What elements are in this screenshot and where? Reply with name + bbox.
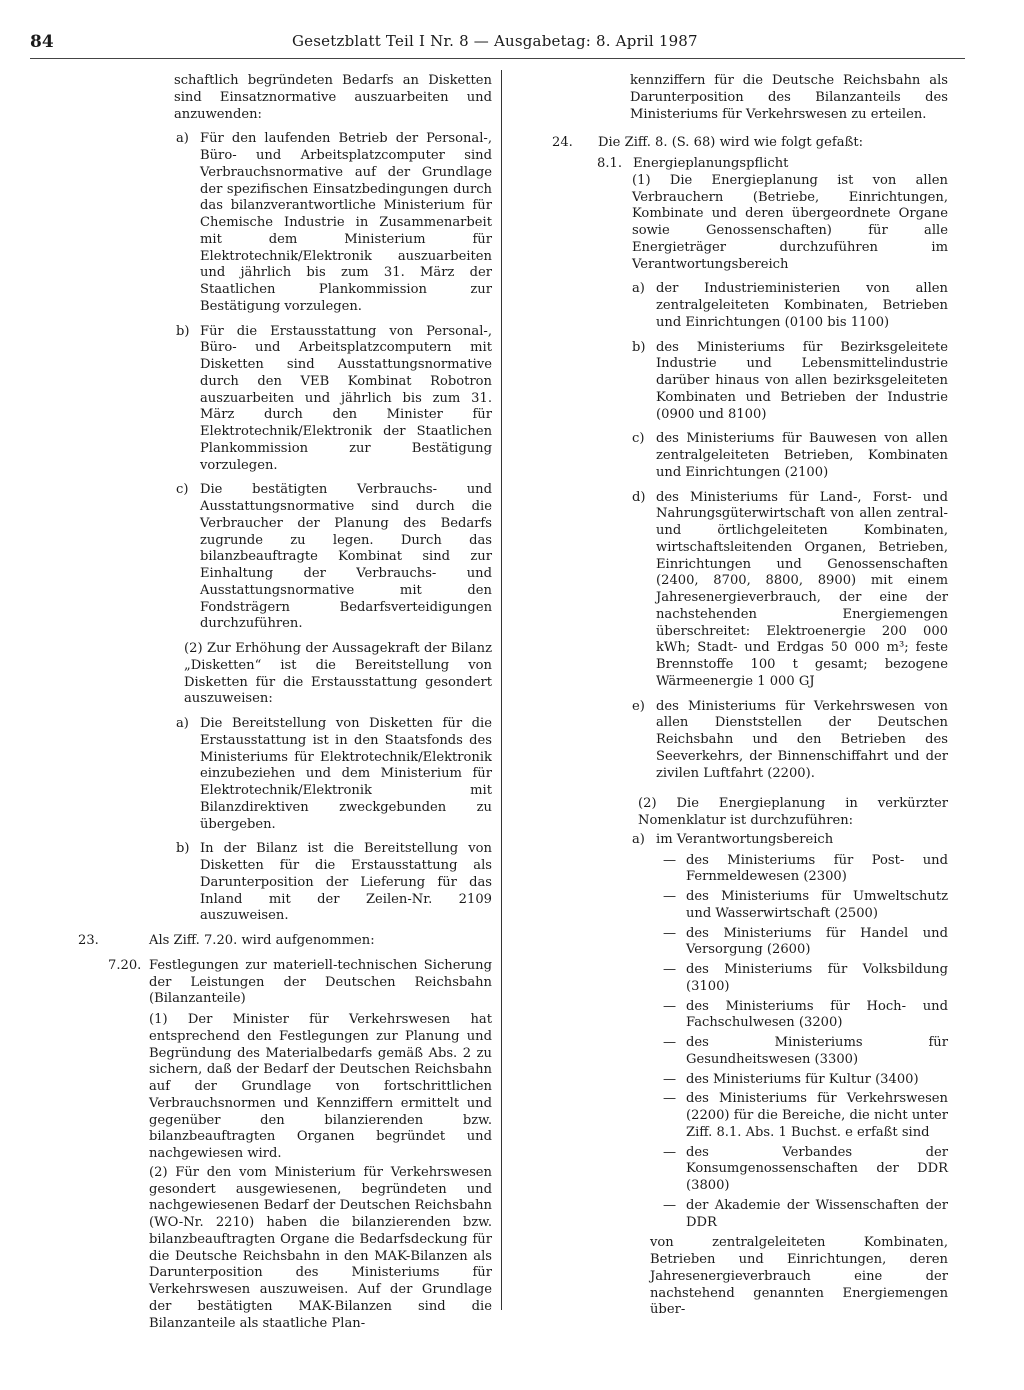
closing-paragraph: von zentralgeleiteten Kombinaten, Betrieben und Einrichtungen, deren Jahresenergieverbrauch eine der nachstehend genannten Energiemengen über- [650, 1235, 948, 1318]
dash-list-text: des Ministeriums für Hoch- und Fachschulwesen (3200) [686, 998, 948, 1031]
list-label: b) [176, 841, 190, 857]
dash-list-item [548, 853, 948, 887]
dash-list-text: des Ministeriums für Post- und Fernmeldewesen (2300) [686, 852, 948, 885]
sublist-a [548, 832, 948, 849]
dash-marker: — [663, 889, 677, 904]
header-rule [30, 58, 965, 59]
dash-list-text: des Ministeriums für Verkehrswesen (2200) für die Bereiche, die nicht unter Ziff. 8.1. Abs. 1 Buchst. e erfaßt sind [686, 1091, 948, 1140]
list-text: des Ministeriums für Bezirksgeleitete Industrie und Lebensmittelindustrie darüber hinaus von allen bezirksgeleiteten Kombinaten und Betrieben der Industrie (0900 und 8100) [656, 339, 948, 422]
list-text: Für den laufenden Betrieb der Personal-, Büro- und Arbeitsplatzcomputer sind Verbrauchsnormative auf der Grundlage der spezifischen Einsatzbedingungen durch das bilanzverantwortliche Ministerium für Chemische Industrie in Zusammenarbeit mit dem Ministerium für Elektrotechnik/Elektronik auszuarbeiten und jährlich bis zum 31. März der Staatlichen Plankommission zur Bestätigung vorzulegen. [200, 131, 492, 314]
list-text: des Ministeriums für Bauwesen von allen zentralgeleiteten Betrieben, Kombinaten und Einrichtungen (2100) [656, 431, 948, 480]
list-label: c) [632, 431, 645, 447]
dash-list-item [548, 1091, 948, 1141]
dash-marker: — [663, 1144, 677, 1160]
dash-list [548, 853, 948, 1232]
list-text: Für die Erstausstattung von Personal-, Büro- und Arbeitsplatzcomputern mit Disketten sind Ausstattungsnormative durch den VEB Kombinat Robotron auszuarbeiten und jährlich bis zum 31. März durch den Minister für Elektrotechnik/Elektronik der Staatlichen Plankommission zur Bestätigung vorzulegen. [200, 323, 492, 473]
list-item [108, 841, 492, 925]
list-label: a) [176, 716, 189, 731]
dash-list-text: der Akademie der Wissenschaften der DDR [686, 1197, 948, 1230]
section-7-20-para-2: (2) Für den vom Ministerium für Verkehrswesen gesondert ausgewiesenen, begründeten und nachgewiesenen Bedarf der Deutschen Reichsbahn (WO-Nr. 2210) haben die bilanzierenden bzw. bilanzbeauftragten Organe die Bedarfsdeckung für die Deutsche Reichsbahn in den MAK-Bilanzen als Darunterposition des Ministeriums für Verkehrswesen auszuweisen. Auf der Grundlage der bestätigten MAK-Bilanzen sind die Bilanzanteile als staatliche Plan- [149, 1164, 492, 1331]
list-text: der Industrieministerien von allen zentralgeleiteten Kombinaten, Betrieben und Einrichtungen (0100 bis 1100) [656, 281, 948, 330]
dash-marker: — [663, 925, 677, 941]
dash-list-text: des Ministeriums für Umweltschutz und Wasserwirtschaft (2500) [686, 889, 948, 921]
dash-marker: — [663, 1035, 677, 1050]
dash-list-item [548, 889, 948, 923]
section-8-1-para-2: (2) Die Energieplanung in verkürzter Nomenklatur ist durchzuführen: [638, 796, 948, 828]
dash-list-item [548, 1145, 948, 1195]
dash-list-item [548, 999, 948, 1033]
list-label: a) [632, 281, 645, 297]
intro-paragraph: schaftlich begründeten Bedarfs an Disketten sind Einsatznormative auszuarbeiten und anzuwenden: [174, 73, 492, 122]
section-number: 8.1. [597, 156, 622, 171]
list-label: d) [632, 489, 646, 505]
dash-list-text: des Ministeriums für Kultur (3400) [686, 1071, 919, 1087]
list-item [108, 324, 492, 475]
section-title: Festlegungen zur materiell-technischen Sicherung der Leistungen der Deutschen Reichsbahn (Bilanzanteile) [149, 957, 492, 1007]
section-text: Als Ziff. 7.20. wird aufgenommen: [149, 933, 375, 948]
dash-marker: — [663, 852, 677, 868]
section-number: 23. [78, 933, 99, 948]
section-title: Energieplanungspflicht [633, 156, 789, 171]
list-label: a) [176, 131, 189, 147]
list-text: des Ministeriums für Verkehrswesen von allen Dienststellen der Deutschen Reichsbahn und den Betrieben des Seeverkehrs, der Binnenschiffahrt und der zivilen Luftfahrt (2200). [656, 698, 948, 781]
list-label: e) [632, 698, 645, 714]
dash-marker: — [663, 1071, 677, 1087]
dash-list-text: des Ministeriums für Handel und Versorgung (2600) [686, 925, 948, 958]
left-column [78, 73, 492, 1340]
section-number: 24. [552, 135, 573, 151]
page-number: 84 [30, 32, 54, 52]
list-text: im Verantwortungsbereich [656, 831, 834, 847]
header-title: Gesetzblatt Teil I Nr. 8 — Ausgabetag: 8. April 1987 [292, 32, 698, 50]
dash-list-text: des Ministeriums für Volksbildung (3100) [686, 962, 948, 994]
paragraph-2: (2) Zur Erhöhung der Aussagekraft der Bilanz „Disketten“ ist die Bereitstellung von Disketten für die Erstausstattung gesondert auszuweisen: [184, 641, 492, 707]
continuation-paragraph: kennziffern für die Deutsche Reichsbahn als Darunterposition des Bilanzanteils des Ministeriums für Verkehrswesen zu erteilen. [630, 73, 948, 122]
page-header [30, 32, 970, 58]
dash-marker: — [663, 1197, 677, 1213]
section-text: Die Ziff. 8. (S. 68) wird wie folgt gefaßt: [598, 135, 863, 151]
dash-marker: — [663, 998, 677, 1014]
list-item [548, 699, 948, 783]
dash-list-item [548, 1072, 948, 1089]
list-item [548, 431, 948, 481]
list-text: Die Bereitstellung von Disketten für die Erstausstattung ist in den Staatsfonds des Ministeriums für Elektrotechnik/Elektronik einzubeziehen und dem Ministerium für Elektrotechnik/Elektronik mit Bilanzdirektiven zweckgebunden zu übergeben. [200, 716, 492, 832]
section-7-20-para-1: (1) Der Minister für Verkehrswesen hat entsprechend den Festlegungen zur Planung und Begründung des Materialbedarfs gemäß Abs. 2 zu sichern, daß der Bedarf der Deutschen Reichsbahn auf der Grundlage von fortschrittlichen Verbrauchsnormen und Kennziffern ermittelt und gegenüber den bilanzierenden bzw. bilanzbeauftragten Organen begründet und nachgewiesen wird. [149, 1012, 492, 1161]
section-8-1-title [548, 156, 948, 173]
list-label: a) [632, 831, 645, 847]
list-item [548, 490, 948, 691]
section-number: 7.20. [108, 957, 142, 973]
dash-marker: — [663, 1091, 677, 1107]
dash-list-text: des Verbandes der Konsumgenossenschaften der DDR (3800) [686, 1144, 948, 1193]
dash-marker: — [663, 962, 677, 977]
list-label: c) [176, 482, 189, 498]
list-text: Die bestätigten Verbrauchs- und Ausstattungsnormative sind durch die Verbraucher der Planung des Bedarfs zugrunde zu legen. Durch das bilanzbeauftragte Kombinat sind zur Einhaltung der Verbrauchs- und Ausstattungsnormative mit den Fondsträgern Bedarfsverteidigungen durchzuführen. [200, 482, 492, 632]
section-24 [548, 135, 948, 152]
dash-list-text: des Ministeriums für Gesundheitswesen (3300) [686, 1035, 948, 1067]
list-item [108, 131, 492, 315]
dash-list-item [548, 926, 948, 960]
list-text: In der Bilanz ist die Bereitstellung von Disketten für die Erstausstattung als Darunterposition der Lieferung für das Inland mit der Zeilen-Nr. 2109 auszuweisen. [200, 841, 492, 924]
list-item [548, 281, 948, 331]
section-8-1-para-1: (1) Die Energieplanung ist von allen Verbrauchern (Betriebe, Einrichtungen, Kombinate und deren übergeordnete Organe sowie Genossenschaften) für alle Energieträger durchzuführen im Verantwortungsbereich [632, 172, 948, 272]
list-item [108, 716, 492, 833]
section-7-20-title [108, 958, 492, 1008]
right-column [548, 73, 948, 1327]
list-label: b) [176, 323, 190, 339]
list-label: b) [632, 339, 646, 355]
list-item [548, 340, 948, 424]
section-23 [78, 933, 492, 950]
dash-list-item [548, 1035, 948, 1069]
column-divider [501, 70, 502, 1310]
dash-list-item [548, 962, 948, 996]
list-item [108, 482, 492, 633]
list-text: des Ministeriums für Land-, Forst- und Nahrungsgüterwirtschaft von allen zentral- und örtlichgeleiteten Kombinaten, wirtschaftsleitenden Organen, Betrieben, Einrichtungen und Genossenschaften (2400, 8700, 8800, 8900) mit einem Jahresenergieverbrauch, der eine der nachstehenden Energiemengen überschreitet: Elektroenergie 200 000 kWh; Stadt- und Erdgas 50 000 m³; feste Brennstoffe 100 t gesamt; bezogene Wärmeenergie 1 000 GJ [656, 489, 948, 689]
dash-list-item [548, 1198, 948, 1232]
